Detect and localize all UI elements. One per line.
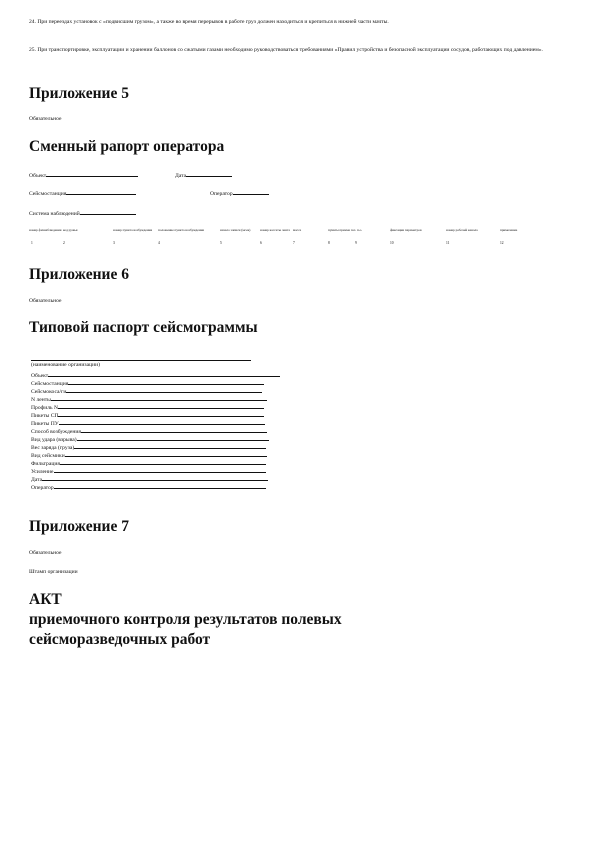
passport-row-line [66, 386, 262, 393]
passport-row-label: Дата [31, 477, 43, 483]
table-header-6: номер кассеты лента [260, 228, 290, 232]
table-number: 7 [293, 241, 295, 245]
field-station-label: Сейсмостанция [29, 191, 67, 197]
field-date-label: Дата [175, 173, 187, 179]
table-header-2: код ружья [63, 228, 78, 232]
shift-report-title: Сменный рапорт оператора [29, 138, 225, 155]
table-header-11: номер рабочей канала [446, 228, 478, 232]
table-number: 6 [260, 241, 262, 245]
field-system [29, 208, 136, 218]
field-system-line [80, 208, 136, 215]
organization-line [31, 360, 251, 361]
table-number: 12 [500, 241, 504, 245]
table-header-8: пункты приема п.п. п.о. [328, 228, 363, 232]
field-object-label: Объект [29, 173, 47, 179]
table-number: 9 [355, 241, 357, 245]
table-number: 5 [220, 241, 222, 245]
act-subtitle-line1: приемочного контроля результатов полевых [29, 611, 342, 628]
passport-row-label: Фильтрация [31, 461, 60, 467]
table-header-4: положение пункта возбуждения [158, 228, 204, 232]
passport-row-label: Профиль N [31, 405, 59, 411]
field-station [29, 188, 136, 198]
field-operator [210, 188, 269, 198]
passport-row-line [48, 370, 280, 377]
table-number: 4 [158, 241, 160, 245]
table-number: 11 [446, 241, 450, 245]
passport-row-label: Сейсмостанция [31, 381, 69, 387]
table-number: 10 [390, 241, 394, 245]
passport-row-line [58, 402, 264, 409]
field-operator-label: Оператор [210, 191, 233, 197]
passport-row-line [58, 410, 264, 417]
passport-row-label: Пикеты ПУ [31, 421, 59, 427]
appendix-7-mandatory: Обязательное [29, 550, 62, 556]
passport-row-label: Пикеты СП [31, 413, 59, 419]
paragraph-25: 25. При транспортировке, эксплуатации и хранении баллонов со сжатыми газами необходимо руководствоваться требованиями «Правил устройства и безопасной эксплуатации сосудов, работающих под давлением». [29, 47, 543, 53]
organization-caption: (наименование организации) [31, 362, 100, 368]
passport-row-line [68, 378, 264, 385]
table-header-7: масса [293, 228, 302, 232]
field-system-label: Система наблюдений [29, 211, 80, 217]
passport-row-line [77, 434, 269, 441]
passport-row-line [74, 442, 266, 449]
passport-row-line [54, 482, 266, 489]
table-header-3: номер пункта возбуждения [113, 228, 153, 232]
passport-row-label: Вес заряда (груза) [31, 445, 75, 451]
appendix-7-title: Приложение 7 [29, 518, 129, 535]
table-number: 3 [113, 241, 115, 245]
paragraph-24: 24. При переездах установок с «подвисшим грузом», а также во время перерывов в работе груз должен находиться и крепиться в нижней части мачты. [29, 19, 389, 25]
field-date-line [186, 170, 232, 177]
act-subtitle-line2: сейсморазведочных работ [29, 631, 211, 648]
field-object [29, 170, 138, 180]
table-number: 2 [63, 241, 65, 245]
passport-row-label: Объект [31, 373, 49, 379]
passport-row-line [59, 418, 265, 425]
table-header-10: фиксации параметров [390, 228, 422, 232]
seismogram-passport-title: Типовой паспорт сейсмограммы [29, 319, 258, 336]
passport-row-label: Вид сейсмики [31, 453, 65, 459]
act-title: АКТ [29, 591, 62, 608]
appendix-5-title: Приложение 5 [29, 85, 129, 102]
passport-row-label: Вид удара (взрыва) [31, 437, 77, 443]
passport-row-label: Сейсмокоса/ги [31, 389, 67, 395]
passport-row [31, 482, 266, 493]
field-station-line [66, 188, 136, 195]
organization-stamp: Штамп организации [29, 569, 78, 575]
table-header-12: примечание [500, 228, 518, 232]
table-number: 8 [328, 241, 330, 245]
field-object-line [46, 170, 138, 177]
appendix-6-title: Приложение 6 [29, 266, 129, 283]
passport-row-line [65, 450, 267, 457]
passport-row-line [54, 466, 266, 473]
appendix-5-mandatory: Обязательное [29, 116, 62, 122]
field-operator-line [233, 188, 269, 195]
field-date [175, 170, 232, 180]
passport-row-label: Усиление [31, 469, 54, 475]
passport-row-line [60, 458, 266, 465]
table-header-5: начало записи (мсек) [220, 228, 251, 232]
passport-row-line [81, 426, 267, 433]
passport-row-line [42, 474, 268, 481]
passport-row-line [51, 394, 267, 401]
table-header-1: номер физнаблюдения [29, 228, 62, 232]
passport-row-label: N ленты [31, 397, 51, 403]
appendix-6-mandatory: Обязательное [29, 298, 62, 304]
passport-row-label: Оператор [31, 485, 54, 491]
passport-row-label: Способ возбуждения [31, 429, 81, 435]
table-number: 1 [31, 241, 33, 245]
